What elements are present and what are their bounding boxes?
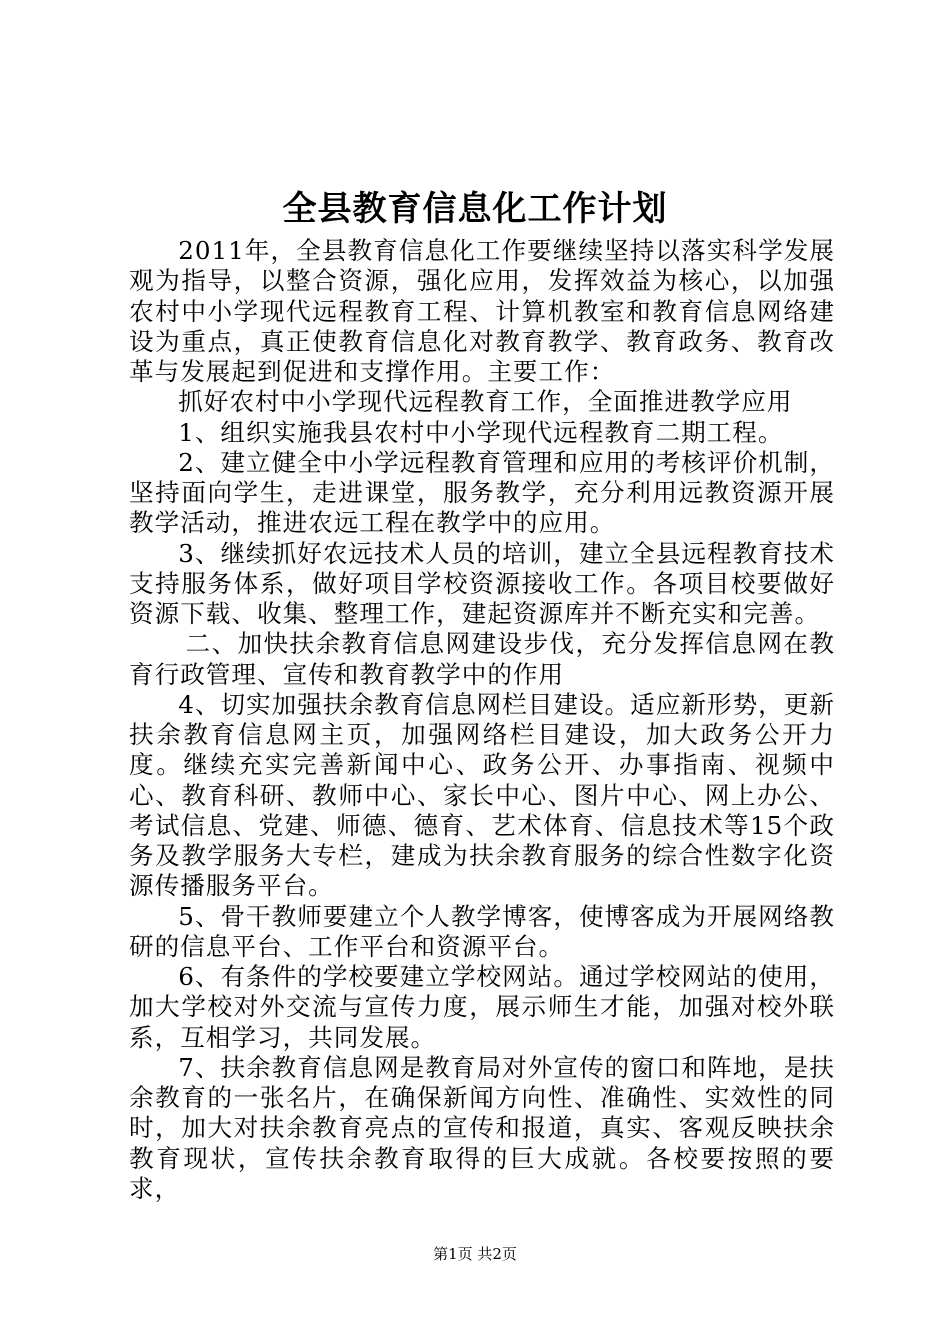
page-number-footer: 第1页 共2页 xyxy=(433,1245,517,1263)
paragraph-heading-2: 二、加快扶余教育信息网建设步伐，充分发挥信息网在教育行政管理、宣传和教育教学中的作用 xyxy=(129,629,835,689)
paragraph-heading-1: 抓好农村中小学现代远程教育工作，全面推进教学应用 xyxy=(178,387,793,417)
paragraph-intro: 2011年，全县教育信息化工作要继续坚持以落实科学发展观为指导，以整合资源，强化应用，发挥效益为核心，以加强农村中小学现代远程教育工程、计算机教室和教育信息网络建设为重点，真正使教育信息化对教育教学、教育政务、教育改革与发展起到促进和支撑作用。主要工作： xyxy=(129,236,835,386)
document-body xyxy=(129,236,835,1204)
paragraph-item-5: 5、骨干教师要建立个人教学博客，使博客成为开展网络教研的信息平台、工作平台和资源平台。 xyxy=(129,901,835,961)
paragraph-item-4: 4、切实加强扶余教育信息网栏目建设。适应新形势，更新扶余教育信息网主页，加强网络栏目建设，加大政务公开力度。继续充实完善新闻中心、政务公开、办事指南、视频中心、教育科研、教师中心、家长中心、图片中心、网上办公、考试信息、党建、师德、德育、艺术体育、信息技术等15个政务及教学服务大专栏，建成为扶余教育服务的综合性数字化资源传播服务平台。 xyxy=(129,689,835,901)
document-title: 全县教育信息化工作计划 xyxy=(282,189,668,229)
paragraph-item-6: 6、有条件的学校要建立学校网站。通过学校网站的使用，加大学校对外交流与宣传力度，展示师生才能，加强对校外联系，互相学习，共同发展。 xyxy=(129,962,835,1052)
paragraph-item-2: 2、建立健全中小学远程教育管理和应用的考核评价机制，坚持面向学生，走进课堂，服务教学，充分利用远教资源开展教学活动，推进农远工程在教学中的应用。 xyxy=(129,447,835,538)
paragraph-item-1: 1、组织实施我县农村中小学现代远程教育二期工程。 xyxy=(178,417,784,447)
paragraph-item-7: 7、扶余教育信息网是教育局对外宣传的窗口和阵地，是扶余教育的一张名片，在确保新闻方向性、准确性、实效性的同时，加大对扶余教育亮点的宣传和报道，真实、客观反映扶余教育现状，宣传扶余教育取得的巨大成就。各校要按照的要求， xyxy=(129,1052,835,1203)
paragraph-item-3: 3、继续抓好农远技术人员的培训，建立全县远程教育技术支持服务体系，做好项目学校资源接收工作。各项目校要做好资源下载、收集、整理工作，建起资源库并不断充实和完善。 xyxy=(129,538,835,628)
